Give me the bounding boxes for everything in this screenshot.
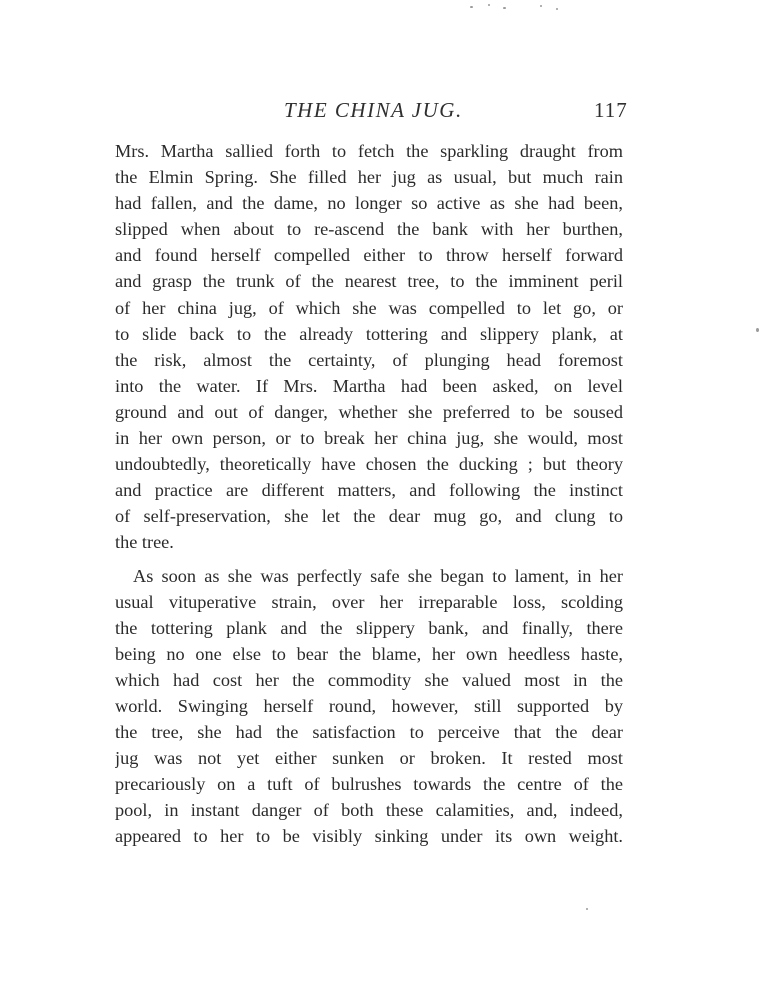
text-line: which had cost her the commodity she valued most in the [115,669,623,690]
text-line: of her china jug, of which she was compelled to let go, or [115,297,623,318]
text-line: to slide back to the already tottering and slippery plank, at [115,323,623,344]
page-number: 117 [594,98,628,122]
text-line: of self-preservation, she let the dear mug go, and clung to [115,506,623,527]
text-line: As soon as she was perfectly safe she began to lament, in her [133,565,623,586]
text-line: the tree. [115,532,174,553]
text-line: had fallen, and the dame, no longer so active as she had been, [115,193,623,214]
text-line: jug was not yet either sunken or broken. It rested most [115,748,623,769]
scan-speck [556,8,558,10]
scan-speck [503,7,506,9]
paragraph-1 [115,138,623,556]
text-line: ground and out of danger, whether she preferred to be soused [115,401,623,422]
running-title: THE CHINA JUG. [284,98,463,122]
text-line: slipped when about to re-ascend the bank with her burthen, [115,219,623,240]
text-line: Mrs. Martha sallied forth to fetch the sparkling draught from [115,141,623,161]
text-line: the Elmin Spring. She filled her jug as usual, but much rain [115,167,623,188]
scan-speck [586,908,588,910]
text-line: and practice are different matters, and following the instinct [115,480,623,501]
scan-speck [488,4,490,6]
text-line: pool, in instant danger of both these calamities, and, indeed, [115,800,623,821]
text-line: the tottering plank and the slippery bank, and finally, there [115,617,623,638]
text-line: the risk, almost the certainty, of plunging head foremost [115,349,623,370]
text-line: into the water. If Mrs. Martha had been asked, on level [115,375,623,396]
body-text [115,138,623,850]
scan-speck [470,6,473,8]
text-line: precariously on a tuft of bulrushes towards the centre of the [115,774,623,795]
paragraph-2 [115,563,623,850]
scan-speck [540,5,542,7]
text-line: usual vituperative strain, over her irreparable loss, scolding [115,591,623,612]
text-line: and grasp the trunk of the nearest tree, to the imminent peril [115,271,623,292]
text-line: appeared to her to be visibly sinking under its own weight. [115,826,623,847]
text-line: in her own person, or to break her china jug, she would, most [115,428,623,449]
text-line: and found herself compelled either to throw herself forward [115,245,623,266]
scan-speck [756,328,759,332]
text-line: being no one else to bear the blame, her own heedless haste, [115,643,623,664]
text-line: the tree, she had the satisfaction to perceive that the dear [115,722,623,743]
text-line: world. Swinging herself round, however, still supported by [115,695,623,716]
text-line: undoubtedly, theoretically have chosen the ducking ; but theory [115,454,623,475]
running-header [0,98,761,128]
